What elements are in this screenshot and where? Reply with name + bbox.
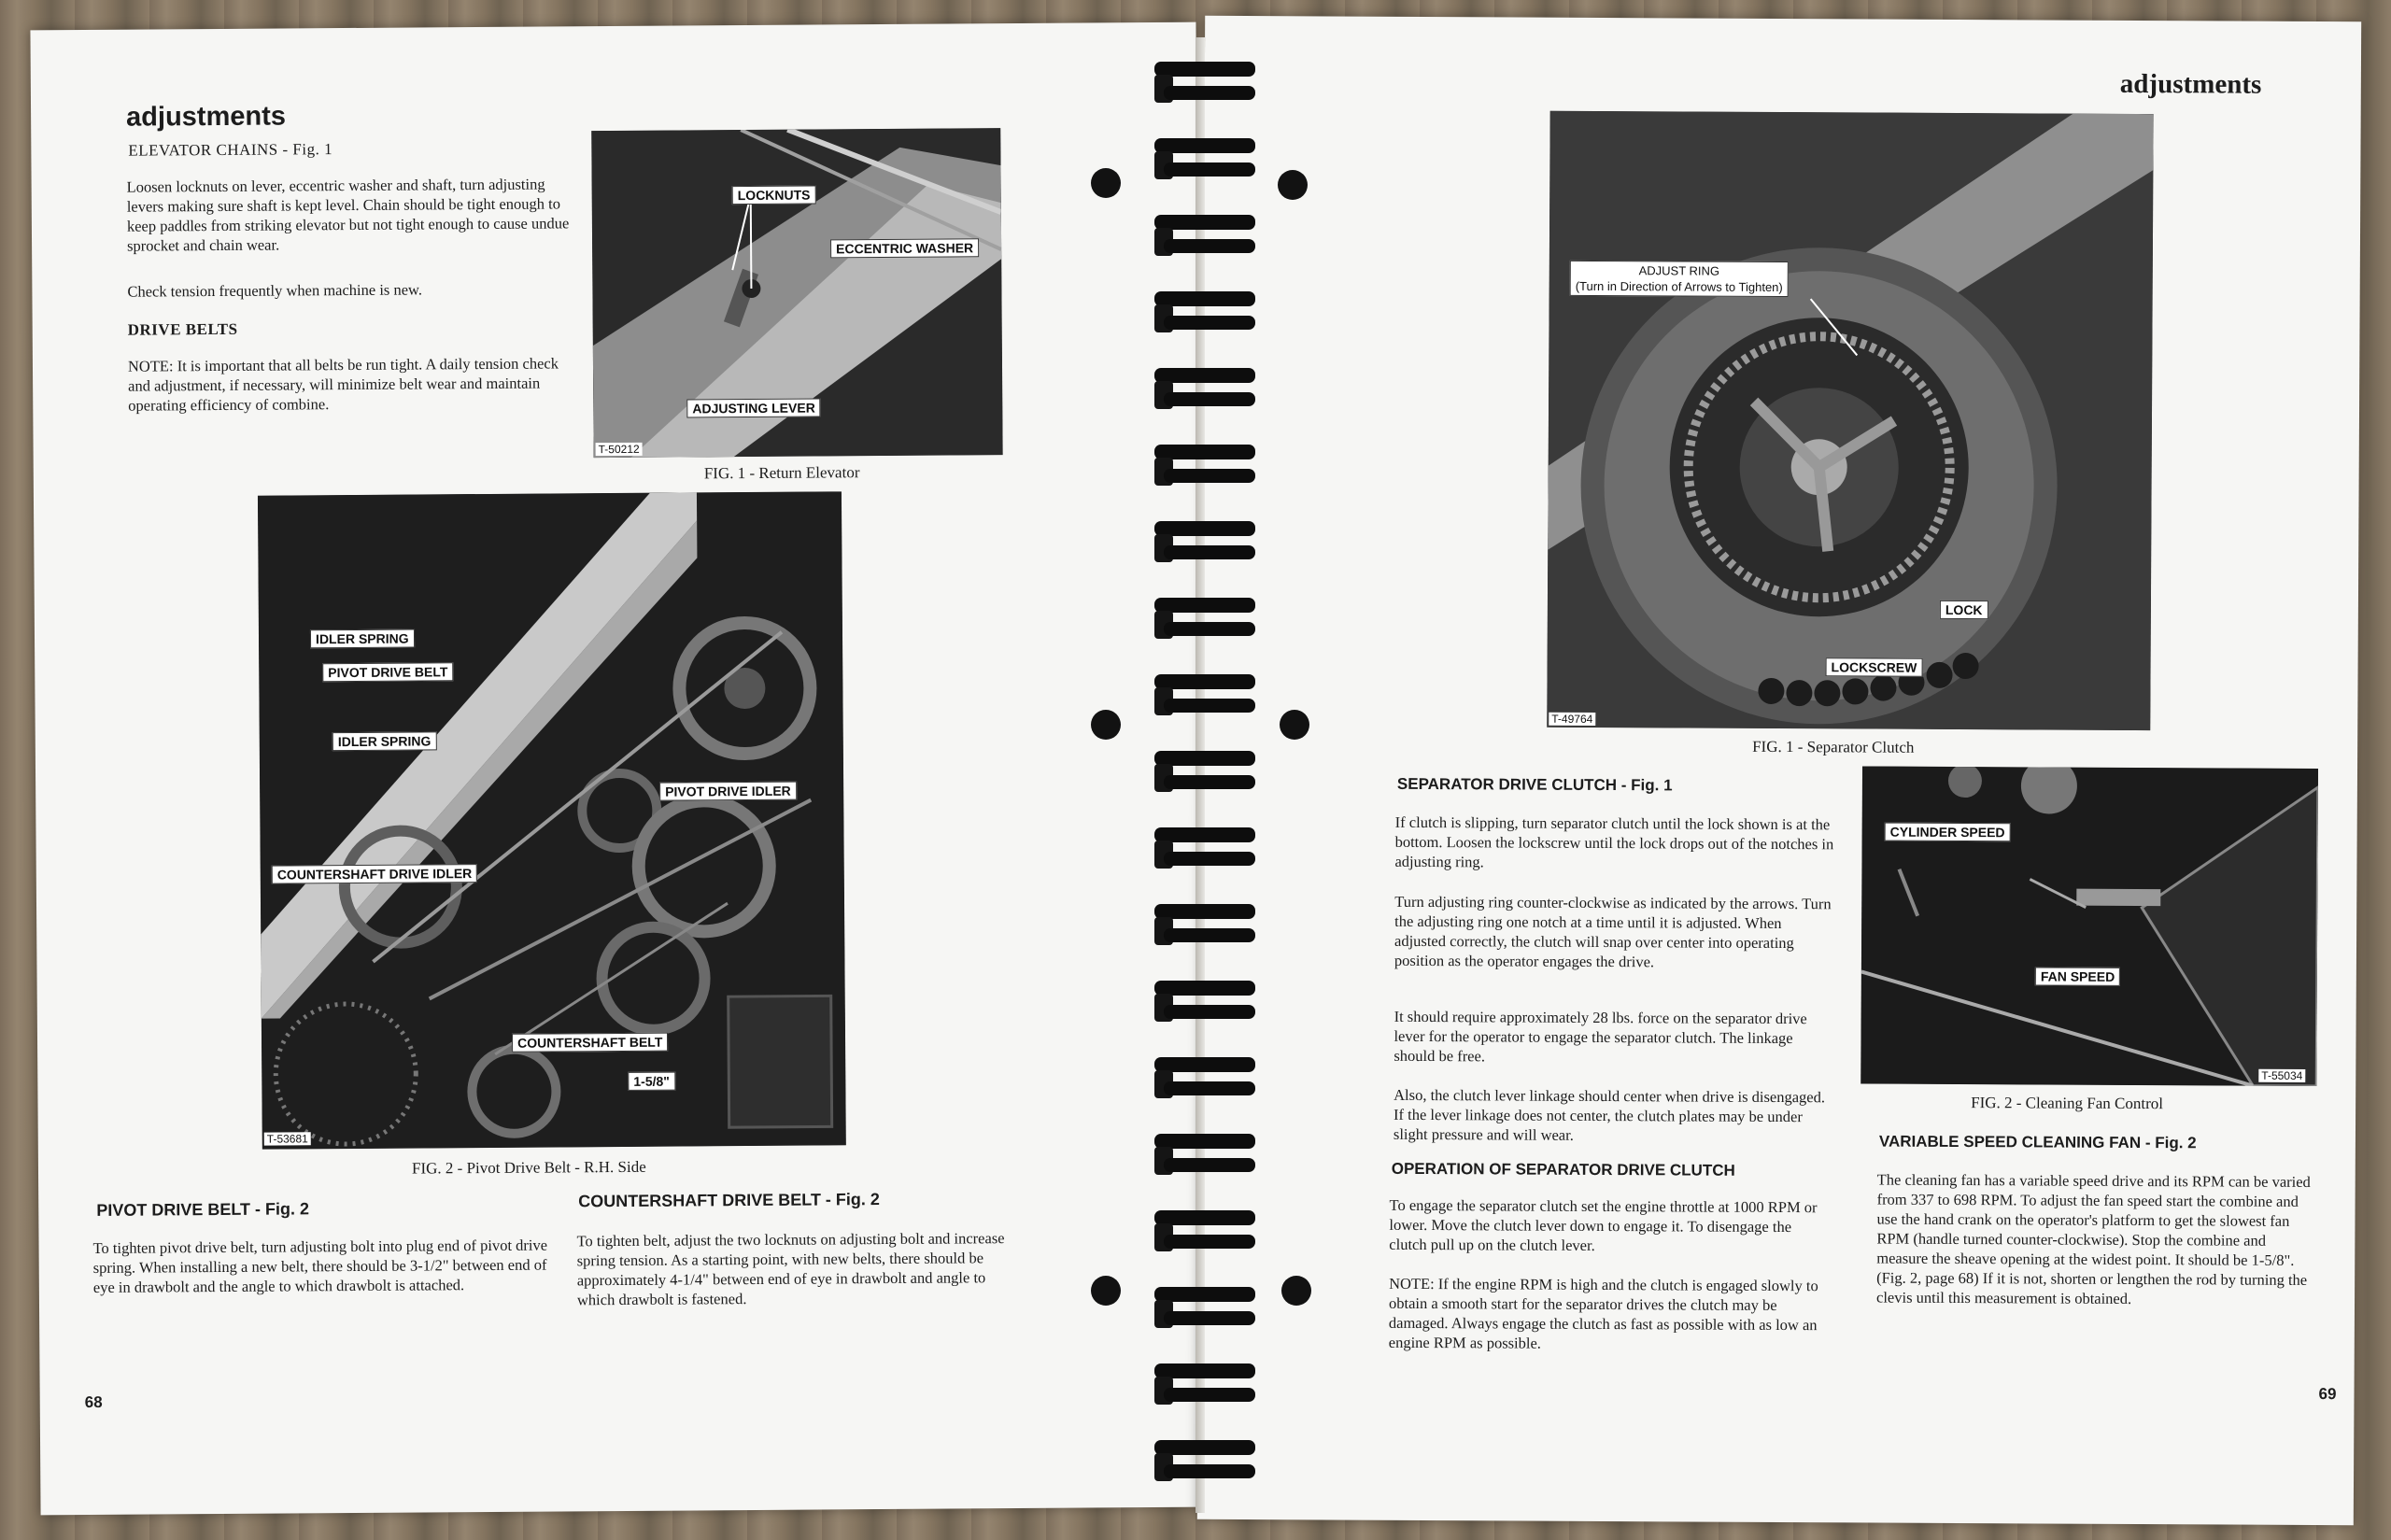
binding-coil	[1154, 368, 1255, 409]
binding-coil	[1154, 751, 1255, 792]
locknuts-label: LOCKNUTS	[732, 186, 816, 205]
countershaft-drive-belt-text: To tighten belt, adjust the two locknuts on adjusting bolt and increase spring tension. As a starting point, with new belts, there should be approximately 4-1/4" between end of eye in drawbolt and angle to which drawbolt is fastened.	[576, 1229, 1005, 1309]
fan-control-illustration	[1860, 766, 2318, 1086]
operation-p1: To engage the separator clutch set the engine throttle at 1000 RPM or lower. Move the clutch lever down to engage it. To disengage the clutch pull up on the clutch lever.	[1389, 1195, 1818, 1254]
fig2-caption: FIG. 2 - Pivot Drive Belt - R.H. Side	[411, 1157, 646, 1178]
eccentric-washer-label: ECCENTRIC WASHER	[830, 238, 979, 258]
fig1-separator-clutch-photo	[1547, 111, 2153, 730]
separator-p2: Turn adjusting ring counter-clockwise as indicated by the arrows. Turn the adjusting ring one notch at a time until it is adjusted. When adjusted correctly, the clutch will snap over center into operating position as the operator engages the drive.	[1394, 892, 1832, 971]
fig1-return-elevator-photo	[591, 128, 1002, 458]
binding-coil	[1154, 62, 1255, 103]
fan-speed-label: FAN SPEED	[2035, 967, 2120, 985]
binding-coil	[1154, 1057, 1255, 1098]
adjust-ring-note: (Turn in Direction of Arrows to Tighten)	[1575, 278, 1783, 295]
binding-coil	[1154, 904, 1255, 945]
binding-coil	[1154, 1440, 1255, 1481]
fig1-caption: FIG. 1 - Return Elevator	[703, 463, 860, 483]
fig2-pivot-drive-belt-photo	[258, 491, 846, 1149]
fig1-code: T-50212	[596, 443, 643, 456]
page-number-left: 68	[84, 1392, 103, 1412]
elevator-chains-text: Loosen locknuts on lever, eccentric washer and shaft, turn adjusting levers making sure shaft is kept level. Chain should be tight enough to keep paddles from striking elevator but not tight enough to cause undue sprocket and chain wear.	[126, 175, 570, 255]
binding-coil	[1154, 1134, 1255, 1175]
separator-p3: It should require approximately 28 lbs. force on the separator drive lever for the operator to engage the separator clutch. The linkage should be free.	[1394, 1007, 1807, 1066]
measurement-label: 1-5/8"	[628, 1072, 675, 1091]
binding-coil	[1154, 521, 1255, 562]
page-heading-right: adjustments	[2119, 68, 2262, 100]
countershaft-belt-label: COUNTERSHAFT BELT	[512, 1033, 668, 1053]
clutch-illustration	[1547, 111, 2153, 730]
elevator-chains-subheading: ELEVATOR CHAINS - Fig. 1	[128, 140, 333, 160]
binding-coil	[1154, 138, 1255, 179]
drive-belts-note: NOTE: It is important that all belts be run tight. A daily tension check and adjustment, if necessary, will minimize belt wear and maintain operating efficiency of combine.	[127, 354, 559, 415]
adjust-ring-title: ADJUST RING	[1638, 263, 1720, 278]
binding-coil	[1154, 981, 1255, 1022]
lock-label: LOCK	[1940, 600, 1988, 619]
operation-note: NOTE: If the engine RPM is high and the clutch is engaged slowly to obtain a smooth start for the separator drives the clutch may be damaged. Always engage the clutch as fast as possible with as low an engine RPM as possible.	[1388, 1274, 1818, 1352]
cleaning-fan-text: The cleaning fan has a variable speed drive and its RPM can be varied from 337 to 698 RPM. To adjust the fan speed start the combine and use the hand crank on the operator's platform to get the slowest fan RPM (handle turned counter-clockwise). Stop the combine and measure the sheave opening at the widest point. It should be 1-5/8". (Fig. 2, page 68) If it is not, shorten or lengthen the rod by turning the clevis until this measurement is obtained.	[1875, 1170, 2311, 1307]
punch-hole	[1091, 710, 1121, 740]
binding-coil	[1154, 445, 1255, 486]
binding-coil	[1154, 674, 1255, 715]
right-page	[1197, 16, 2361, 1525]
cleaning-fan-heading: VARIABLE SPEED CLEANING FAN - Fig. 2	[1878, 1132, 2197, 1152]
fig2-code-right: T-55034	[2258, 1069, 2305, 1082]
countershaft-drive-belt-heading: COUNTERSHAFT DRIVE BELT - Fig. 2	[578, 1190, 880, 1211]
tension-check-text: Check tension frequently when machine is new.	[127, 280, 423, 301]
adjusting-lever-label: ADJUSTING LEVER	[686, 398, 821, 417]
pivot-drive-belt-heading: PIVOT DRIVE BELT - Fig. 2	[96, 1199, 310, 1220]
punch-hole	[1280, 710, 1309, 740]
fig1-caption-right: FIG. 1 - Separator Clutch	[1752, 737, 1915, 756]
left-page	[30, 22, 1206, 1516]
page-heading: adjustments	[126, 101, 287, 133]
binding-coil	[1154, 215, 1255, 256]
page-number-right: 69	[2318, 1385, 2337, 1404]
pivot-drive-belt-text: To tighten pivot drive belt, turn adjusting bolt into plug end of pivot drive spring. When installing a new belt, there should be 3-1/2" between end of eye in drawbolt and the angle to which drawbolt is attached.	[92, 1236, 548, 1296]
separator-p4: Also, the clutch lever linkage should center when drive is disengaged. If the lever linkage does not center, the clutch plates may be under slight pressure and will wear.	[1393, 1085, 1826, 1144]
binding-coil	[1154, 598, 1255, 639]
idler-spring-label: IDLER SPRING	[310, 629, 415, 649]
punch-hole	[1091, 1276, 1121, 1306]
pivot-drive-belt-label: PIVOT DRIVE BELT	[322, 662, 453, 682]
countershaft-drive-idler-label: COUNTERSHAFT DRIVE IDLER	[272, 864, 478, 884]
fig2-cleaning-fan-control-photo	[1860, 766, 2318, 1086]
pivot-drive-idler-label: PIVOT DRIVE IDLER	[659, 782, 797, 801]
cylinder-speed-label: CYLINDER SPEED	[1885, 823, 2011, 842]
fig2-code: T-53681	[264, 1132, 311, 1145]
binding-coil	[1154, 827, 1255, 869]
punch-hole	[1091, 168, 1121, 198]
punch-hole	[1278, 170, 1308, 200]
lockscrew-label: LOCKSCREW	[1826, 657, 1923, 677]
binding-coil	[1154, 1363, 1255, 1405]
separator-p1: If clutch is slipping, turn separator clutch until the lock shown is at the bottom. Loosen the lockscrew until the lock drops out of the notches in adjusting ring.	[1394, 812, 1834, 871]
binding-coil	[1154, 291, 1255, 332]
separator-drive-clutch-heading: SEPARATOR DRIVE CLUTCH - Fig. 1	[1396, 774, 1673, 795]
drive-belts-subheading: DRIVE BELTS	[127, 319, 238, 339]
idler-spring-label-2: IDLER SPRING	[332, 731, 437, 751]
binding-coil	[1154, 1287, 1255, 1328]
fig1-code-right: T-49764	[1549, 713, 1595, 726]
adjust-ring-label	[1570, 261, 1789, 297]
binding-coil	[1154, 1210, 1255, 1251]
operation-heading: OPERATION OF SEPARATOR DRIVE CLUTCH	[1391, 1159, 1735, 1180]
fig2-caption-right: FIG. 2 - Cleaning Fan Control	[1971, 1094, 2164, 1113]
punch-hole	[1281, 1276, 1311, 1306]
